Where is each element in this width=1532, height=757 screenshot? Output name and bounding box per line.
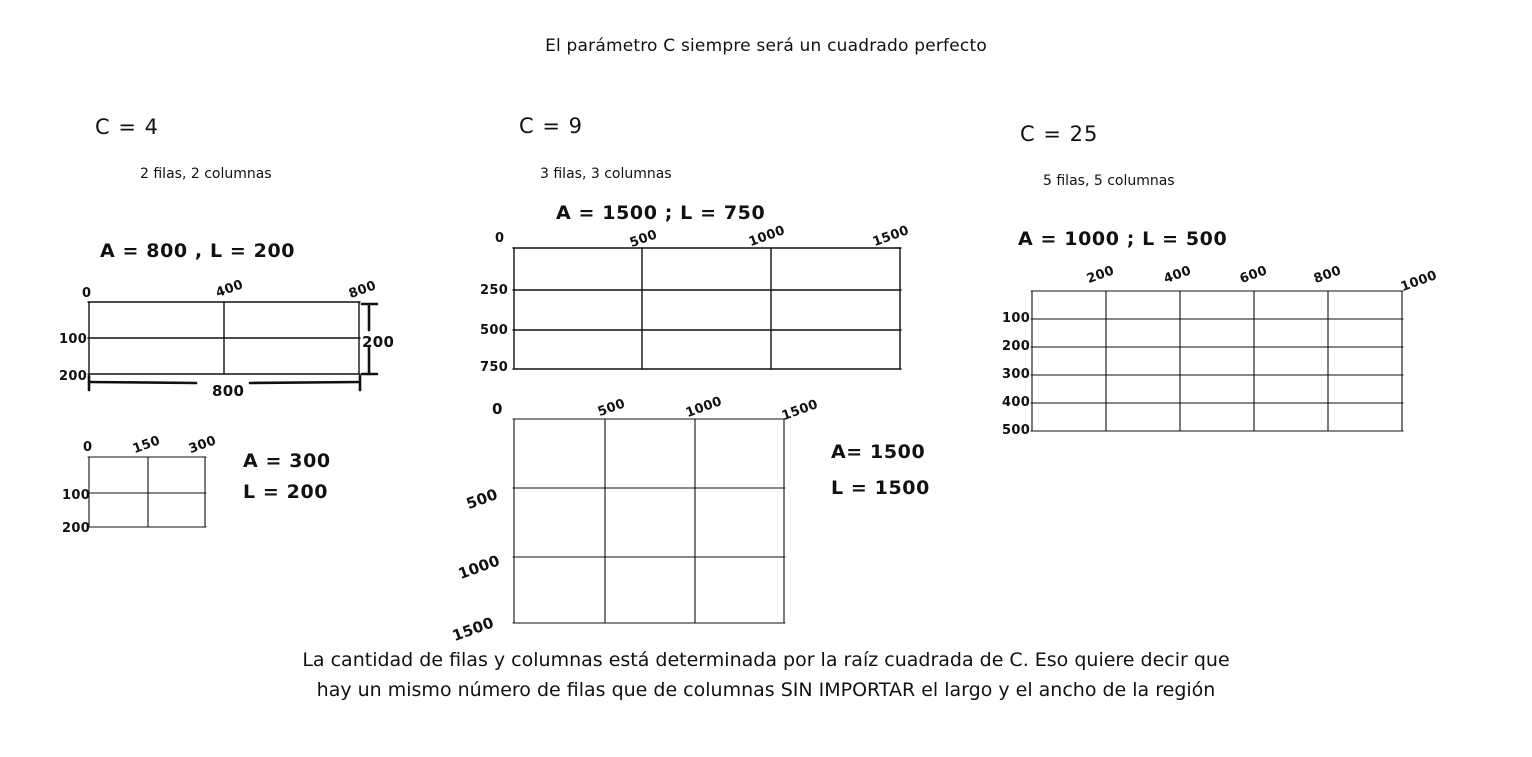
case-c9-figure-2-note-l: L = 1500 — [831, 477, 930, 499]
case-c9-figure-2-note-a: A= 1500 — [831, 441, 926, 463]
ytick-c4-f2-0: 100 — [62, 488, 91, 503]
xtick-c9-f2-2: 1000 — [683, 394, 725, 421]
case-label-c9: C = 9 — [519, 114, 583, 138]
footer-line-1: La cantidad de filas y columnas está determinada por la raíz cuadrada de C. Eso quiere decir que — [302, 649, 1230, 671]
xtick-c4-f1-2: 800 — [346, 278, 379, 302]
dimension-lines-c4-f1 — [88, 300, 398, 395]
xtick-c4-f1-1: 400 — [213, 277, 246, 301]
grid-c9-figure-1 — [513, 247, 913, 372]
xtick-c25-4: 1000 — [1398, 268, 1440, 295]
ytick-c4-f2-1: 200 — [62, 521, 91, 536]
case-c4-figure-1-note: A = 800 , L = 200 — [100, 240, 296, 262]
grid-c25-figure-1 — [1031, 290, 1421, 435]
ytick-c9-f1-1: 500 — [480, 323, 509, 338]
xtick-c4-f2-1: 150 — [130, 433, 163, 457]
xtick-c9-f1-3: 1500 — [870, 223, 912, 250]
ytick-c9-f1-2: 750 — [480, 360, 509, 375]
ytick-c9-f2-1: 1000 — [455, 551, 503, 583]
case-c4-figure-2-note-a: A = 300 — [243, 450, 331, 472]
dim-width-c4-f1: 800 — [212, 382, 245, 400]
case-sub-c4: 2 filas, 2 columnas — [140, 166, 272, 182]
ytick-c25-4: 500 — [1002, 423, 1031, 438]
page-title: El parámetro C siempre será un cuadrado perfecto — [545, 36, 987, 56]
xtick-c9-f1-1: 500 — [627, 227, 660, 251]
xtick-c9-f1-2: 1000 — [746, 223, 788, 250]
case-c4-figure-2-note-l: L = 200 — [243, 481, 329, 503]
footer-line-2: hay un mismo número de filas que de columnas SIN IMPORTAR el largo y el ancho de la región — [316, 679, 1216, 701]
grid-c4-figure-2 — [88, 455, 228, 535]
xtick-c9-f2-3: 1500 — [779, 397, 821, 424]
ytick-c9-f2-0: 500 — [463, 485, 501, 513]
ytick-c4-f1-1: 200 — [59, 369, 88, 384]
xtick-c4-f2-0: 0 — [83, 440, 93, 455]
dim-height-c4-f1: 200 — [362, 333, 395, 351]
case-sub-c9: 3 filas, 3 columnas — [540, 166, 672, 182]
ytick-c25-3: 400 — [1002, 395, 1031, 410]
xtick-c9-f2-1: 500 — [595, 396, 628, 420]
case-label-c25: C = 25 — [1020, 122, 1099, 146]
xtick-c25-2: 600 — [1237, 263, 1270, 287]
ytick-c9-f1-0: 250 — [480, 283, 509, 298]
xtick-c4-f1-0: 0 — [82, 286, 92, 301]
xtick-c9-f1-0: 0 — [495, 231, 505, 246]
ytick-c25-2: 300 — [1002, 367, 1031, 382]
ytick-c25-1: 200 — [1002, 339, 1031, 354]
xtick-c25-0: 200 — [1084, 263, 1117, 287]
case-sub-c25: 5 filas, 5 columnas — [1043, 173, 1175, 189]
case-c25-figure-1-note: A = 1000 ; L = 500 — [1018, 228, 1228, 250]
case-c9-figure-1-note: A = 1500 ; L = 750 — [556, 202, 766, 224]
case-label-c4: C = 4 — [95, 115, 159, 139]
xtick-c25-3: 800 — [1311, 263, 1344, 287]
xtick-c25-1: 400 — [1161, 263, 1194, 287]
ytick-c25-0: 100 — [1002, 311, 1031, 326]
xtick-c9-f2-0: 0 — [492, 400, 503, 418]
ytick-c9-f2-2: 1500 — [449, 613, 497, 645]
grid-c9-figure-2 — [513, 418, 803, 628]
xtick-c4-f2-2: 300 — [186, 433, 219, 457]
ytick-c4-f1-0: 100 — [59, 332, 88, 347]
